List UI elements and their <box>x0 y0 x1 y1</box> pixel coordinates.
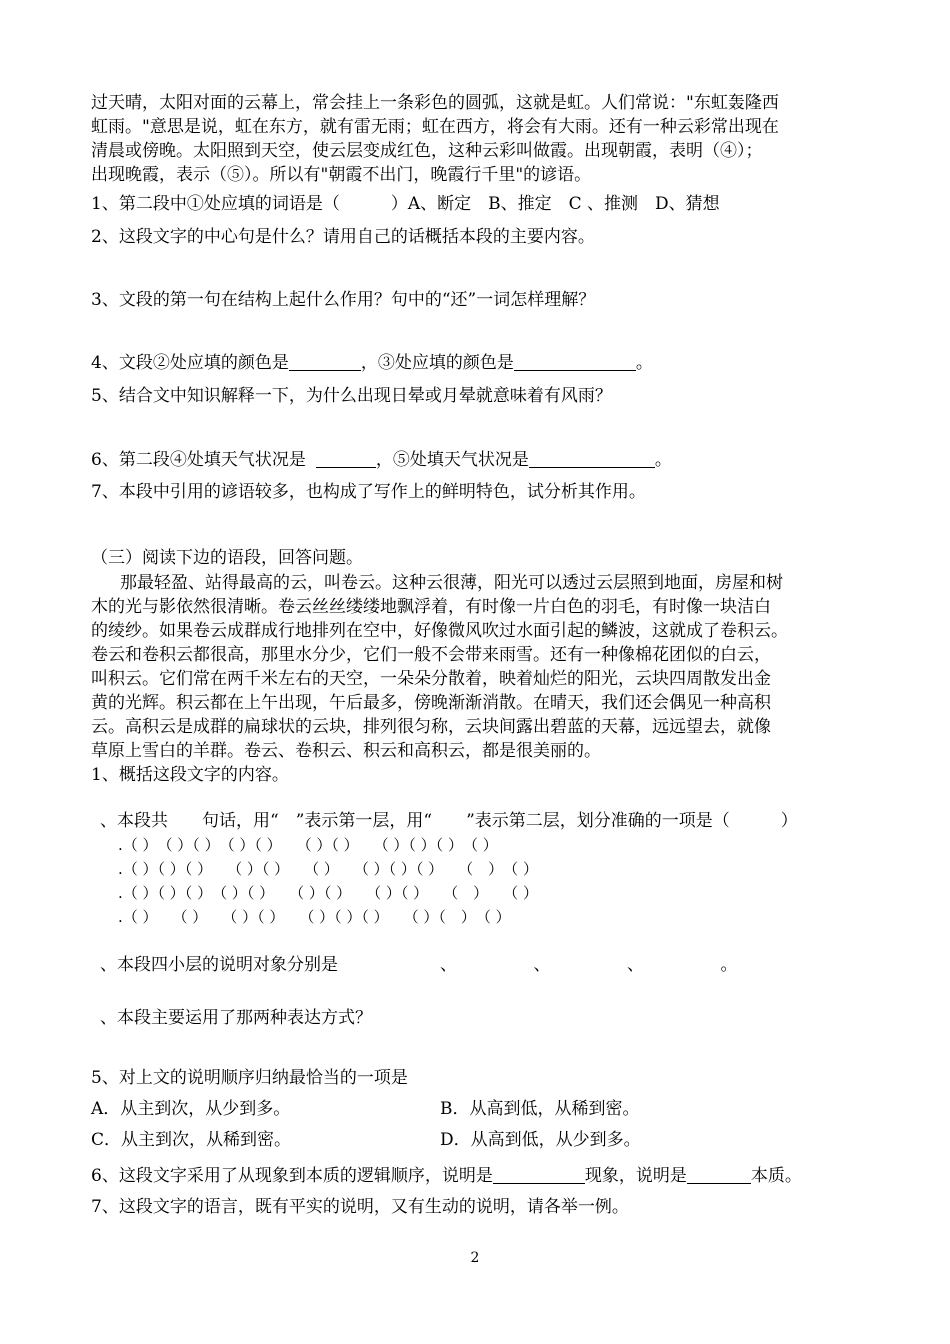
s3-question-6-part1: 6、这段文字采用了从现象到本质的逻辑顺序，说明是 <box>91 1166 493 1186</box>
s3-option-row[interactable]: .（ ） （ ） （ ）（ ） （ ）（ ）（ ） （ ）（ ） （ ） <box>118 908 511 926</box>
answer-blank[interactable] <box>289 352 361 371</box>
passage3-line: 草原上雪白的羊群。卷云、卷积云、积云和高积云，都是很美丽的。 <box>91 741 601 761</box>
s3-question-5: 5、对上文的说明顺序归纳最恰当的一项是 <box>91 1068 408 1088</box>
choice-b[interactable]: B．从高到低，从稀到密。 <box>440 1099 640 1119</box>
section3-heading: （三）阅读下边的语段，回答问题。 <box>91 548 363 568</box>
s3-option-row[interactable]: .（ ）（ ）（ ） （ ）（ ） （ ）（ ） （ ）（ ） （ ） （ ） <box>118 884 538 902</box>
passage1-line: 出现晚霞，表示（⑤）。所以有"朝霞不出门，晚霞行千里"的谚语。 <box>91 165 592 185</box>
s3-question-3: 、本段四小层的说明对象分别是 、 、 、 。 <box>100 955 738 975</box>
question-4-part1: 4、文段②处应填的颜色是 <box>91 353 289 373</box>
passage3-line: 叫积云。它们常在两千米左右的天空，一朵朵分散着，映着灿烂的阳光，云块四周散发出金 <box>91 669 771 689</box>
question-6-part1: 6、第二段④处填天气状况是 <box>91 450 306 470</box>
s3-question-4: 、本段主要运用了那两种表达方式？ <box>100 1008 372 1028</box>
s3-option-row[interactable]: .（ ） （ ）（ ） （ ）（ ） （ ）（ ） （ ）（ ）（ ） （ ） <box>118 836 498 854</box>
question-7: 7、本段中引用的谚语较多，也构成了写作上的鲜明特色，试分析其作用。 <box>91 482 646 502</box>
choice-d[interactable]: D．从高到低，从少到多。 <box>440 1130 641 1150</box>
answer-blank[interactable] <box>529 449 655 468</box>
question-4-part2: ，③处应填的颜色是 <box>360 353 514 373</box>
page-number: 2 <box>470 1250 480 1266</box>
question-6 <box>91 448 672 472</box>
passage3-line: 木的光与影依然很清晰。卷云丝丝缕缕地飘浮着，有时像一片白色的羽毛，有时像一块洁白 <box>91 597 771 617</box>
s3-question-7: 7、这段文字的语言，既有平实的说明，又有生动的说明，请各举一例。 <box>91 1197 629 1217</box>
question-4 <box>91 351 653 375</box>
answer-blank[interactable] <box>514 352 636 371</box>
question-3: 3、文段的第一句在结构上起什么作用？句中的“还”一词怎样理解？ <box>91 290 596 310</box>
answer-blank[interactable] <box>687 1165 751 1184</box>
question-5: 5、结合文中知识解释一下，为什么出现日晕或月晕就意味着有风雨？ <box>91 386 612 406</box>
passage1-line: 清晨或傍晚。太阳照到天空，使云层变成红色，这种云彩叫做霞。出现朝霞，表明（④）； <box>91 141 763 161</box>
question-1: 1、第二段中①处应填的词语是（ ）A、断定 B、推定 C 、推测 D、猜想 <box>91 194 720 214</box>
question-4-part3: 。 <box>635 353 653 373</box>
s3-question-6-part2: 现象，说明是 <box>584 1166 687 1186</box>
s3-question-6-part3: 本质。 <box>750 1166 802 1186</box>
passage1-line: 过天晴，太阳对面的云幕上，常会挂上一条彩色的圆弧，这就是虹。人们常说："东虹轰隆西 <box>91 93 779 113</box>
passage3-line: 黄的光辉。积云都在上午出现，午后最多，傍晚渐渐消散。在晴天，我们还会偶见一种高积 <box>91 693 771 713</box>
s3-question-6 <box>91 1164 802 1188</box>
answer-blank[interactable] <box>493 1165 585 1184</box>
s3-question-1: 1、概括这段文字的内容。 <box>91 765 289 785</box>
question-2: 2、这段文字的中心句是什么？请用自己的话概括本段的主要内容。 <box>91 227 595 247</box>
answer-blank[interactable] <box>316 449 376 468</box>
passage1-line: 虹雨。"意思是说，虹在东方，就有雷无雨；虹在西方，将会有大雨。还有一种云彩常出现在 <box>91 117 779 137</box>
s3-option-row[interactable]: .（ ）（ ）（ ） （ ）（ ） （ ） （ ）（ ）（ ） （ ） （ ） <box>118 860 538 878</box>
passage3-line: 云。高积云是成群的扁球状的云块，排列很匀称，云块间露出碧蓝的天幕，远远望去，就像 <box>91 717 771 737</box>
passage3-line: 的绫纱。如果卷云成群成行地排列在空中，好像微风吹过水面引起的鳞波，这就成了卷积云。 <box>91 621 788 641</box>
question-6-part2: ，⑤处填天气状况是 <box>375 450 529 470</box>
choice-c[interactable]: C．从主到次，从稀到密。 <box>91 1130 292 1150</box>
passage3-line: 那最轻盈、站得最高的云，叫卷云。这种云很薄，阳光可以透过云层照到地面，房屋和树 <box>120 573 783 593</box>
s3-question-2: 、本段共 句话，用“ ”表示第一层，用“ ”表示第二层，划分准确的一项是（ ） <box>100 811 798 831</box>
question-6-part3: 。 <box>654 450 672 470</box>
passage3-line: 卷云和卷积云都很高，那里水分少，它们一般不会带来雨雪。还有一种像棉花团似的白云， <box>91 645 771 665</box>
choice-a[interactable]: A．从主到次，从少到多。 <box>91 1099 291 1119</box>
